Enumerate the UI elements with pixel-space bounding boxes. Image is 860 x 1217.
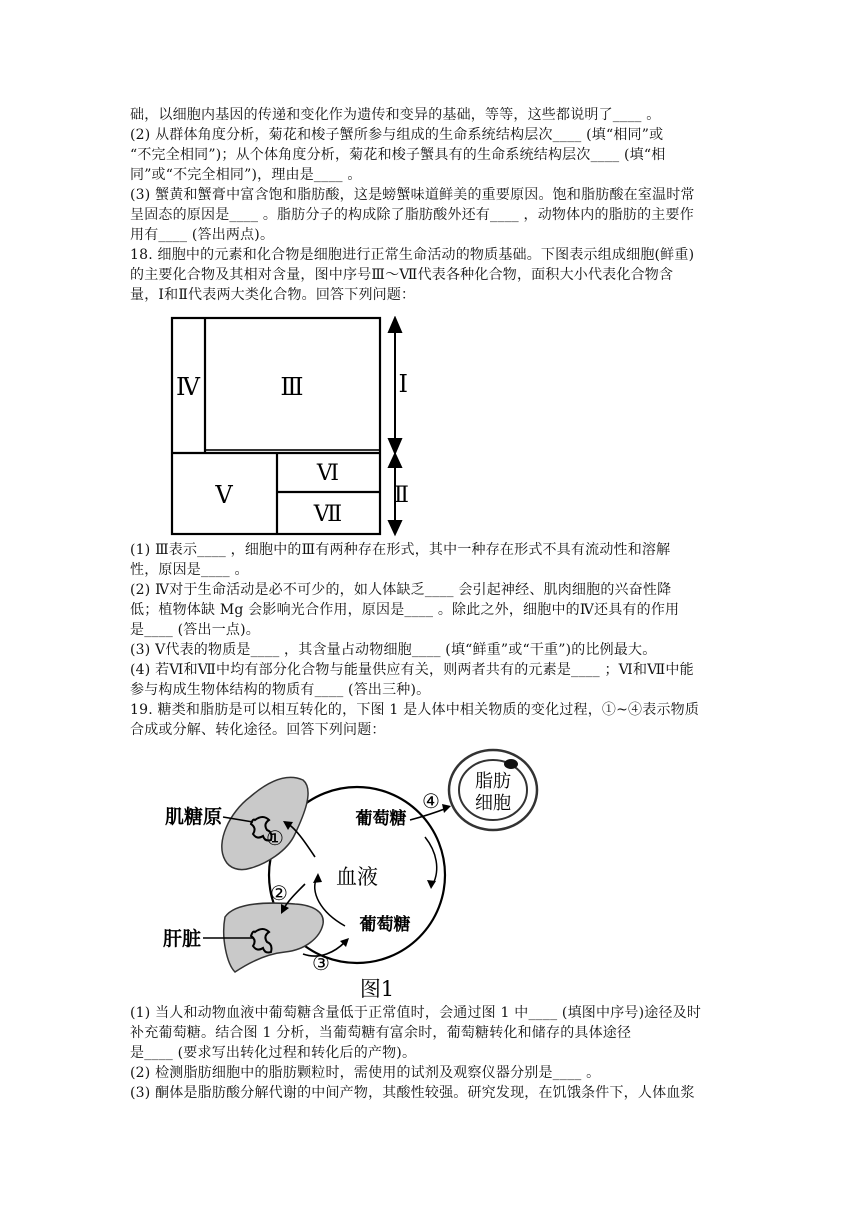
text-line: 合成或分解、转化途径。回答下列问题：	[130, 722, 386, 738]
text-line: 低；植物体缺 Mg 会影响光合作用，原因是____ 。除此之外，细胞中的Ⅳ还具有的作用	[130, 602, 680, 618]
text-line: 量，Ⅰ和Ⅱ代表两大类化合物。回答下列问题：	[130, 287, 416, 303]
text-line: 用有____ (答出两点)。	[130, 227, 275, 243]
label-iii: Ⅲ	[280, 373, 304, 401]
text-line: (2) Ⅳ对于生命活动是必不可少的，如人体缺乏____ 会引起神经、肌肉细胞的兴奋性降	[130, 582, 672, 598]
label-vii: Ⅶ	[313, 502, 343, 527]
step-3-label: ③	[312, 951, 330, 975]
muscle-glycogen-label: 肌糖原	[165, 806, 223, 828]
fat-cell-label-line2: 细胞	[475, 793, 511, 814]
text-line: (3) 酮体是脂肪酸分解代谢的中间产物，其酸性较强。研究发现，在饥饿条件下，人体血浆	[130, 1085, 695, 1101]
liver-label: 肝脏	[163, 928, 202, 950]
compound-area-diagram	[170, 316, 410, 538]
blood-label: 血液	[336, 865, 378, 889]
text-line: 参与构成生物体结构的物质有____ (答出三种)。	[130, 682, 431, 698]
text-line: “不完全相同”)；从个体角度分析，菊花和梭子蟹具有的生命系统结构层次____ (填“相	[130, 147, 666, 163]
step-4-label: ④	[422, 789, 440, 813]
label-iv: Ⅳ	[176, 373, 200, 401]
text-line: (2) 检测脂肪细胞中的脂肪颗粒时，需使用的试剂及观察仪器分别是____ 。	[130, 1065, 601, 1081]
text-line: (3) 蟹黄和蟹膏中富含饱和脂肪酸，这是螃蟹味道鲜美的重要原因。饱和脂肪酸在室温时常	[130, 187, 695, 203]
text-line: 是____ (要求写出转化过程和转化后的产物)。	[130, 1045, 417, 1061]
step-1-label: ①	[266, 826, 284, 850]
text-line: 同”或“不完全相同”)，理由是____ 。	[130, 167, 362, 183]
text-line: (2) 从群体角度分析，菊花和梭子蟹所参与组成的生命系统结构层次____ (填“相同”或	[130, 127, 664, 143]
glucose-bottom-label: 葡萄糖	[359, 915, 411, 935]
text-line: 补充葡萄糖。结合图 1 分析，当葡萄糖有富余时，葡萄糖转化和储存的具体途径	[130, 1025, 632, 1041]
label-v: Ⅴ	[215, 481, 233, 509]
question-19-intro: 19. 糖类和脂肪是可以相互转化的，下图 1 是人体中相关物质的变化过程，①~④表示物质	[130, 702, 700, 718]
text-line: 的主要化合物及其相对含量，图中序号Ⅲ～Ⅶ代表各种化合物，面积大小代表化合物含	[130, 267, 674, 283]
text-line: (4) 若Ⅵ和Ⅶ中均有部分化合物与能量供应有关，则两者共有的元素是____ ；Ⅵ和Ⅶ中能	[130, 662, 694, 678]
label-vi: Ⅵ	[316, 461, 340, 486]
text-line: (3) Ⅴ代表的物质是____ ，其含量占动物细胞____ (填“鲜重”或“干重”)的比例最大。	[130, 642, 657, 658]
text-line: 是____ (答出一点)。	[130, 622, 260, 638]
glucose-top-label: 葡萄糖	[355, 809, 407, 829]
text-line: 呈固态的原因是____ 。脂肪分子的构成除了脂肪酸外还有____ ，动物体内的脂肪的主要作	[130, 207, 694, 223]
label-i: Ⅰ	[398, 370, 408, 398]
fat-cell-label-line1: 脂肪	[475, 771, 511, 792]
text-line: 性，原因是____ 。	[130, 562, 249, 578]
text-line: (1) Ⅲ表示____ ，细胞中的Ⅲ有两种存在形式，其中一种存在形式不具有流动性和溶解	[130, 542, 671, 558]
question-18-intro: 18. 细胞中的元素和化合物是细胞进行正常生命活动的物质基础。下图表示组成细胞(鲜重)	[130, 247, 695, 263]
text-line: (1) 当人和动物血液中葡萄糖含量低于正常值时，会通过图 1 中____ (填图中序号)途径及时	[130, 1005, 702, 1021]
figure-caption: 图1	[359, 977, 395, 1001]
metabolism-diagram	[155, 742, 540, 1002]
text-line: 础，以细胞内基因的传递和变化作为遗传和变异的基础，等等，这些都说明了____ 。	[130, 107, 661, 123]
step-2-label: ②	[270, 881, 288, 905]
label-ii: Ⅱ	[394, 483, 409, 508]
